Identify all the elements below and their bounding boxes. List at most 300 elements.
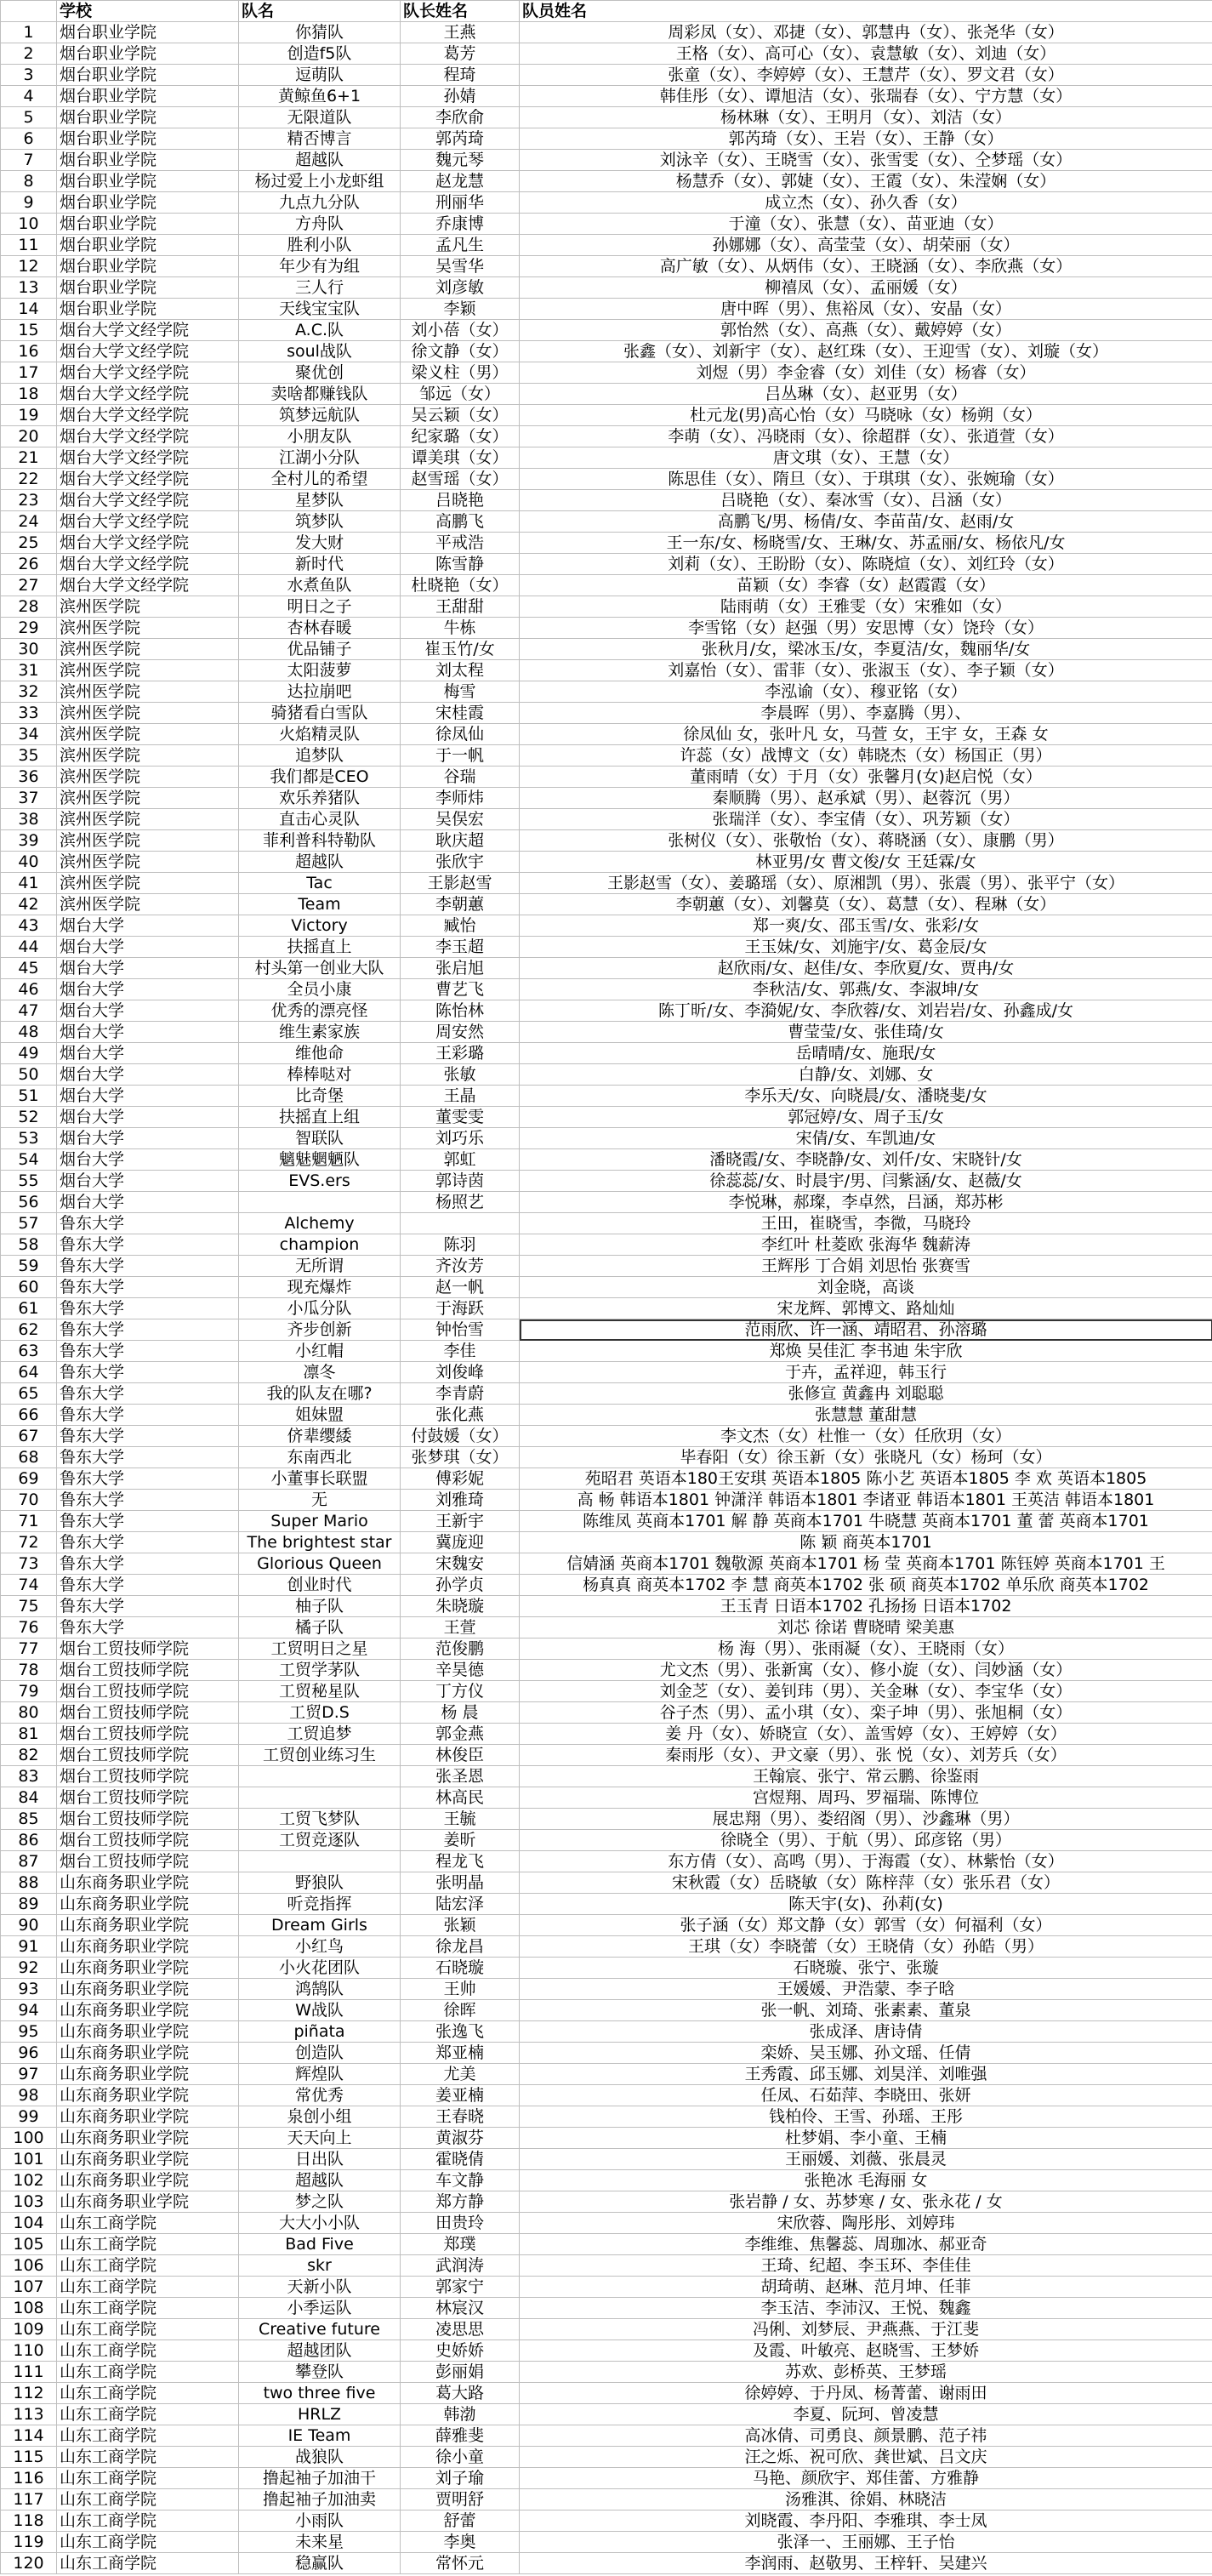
team-name-cell[interactable]: HRLZ: [239, 2404, 401, 2425]
school-cell[interactable]: 鲁东大学: [57, 1383, 239, 1405]
captain-cell[interactable]: 杨 晨: [401, 1702, 520, 1724]
captain-cell[interactable]: 高鹏飞: [401, 511, 520, 533]
school-cell[interactable]: 烟台大学文经学院: [57, 490, 239, 511]
team-name-cell[interactable]: 我的队友在哪?: [239, 1383, 401, 1405]
team-name-cell[interactable]: [239, 1766, 401, 1787]
row-index-cell[interactable]: 71: [1, 1511, 57, 1532]
team-name-cell[interactable]: 优秀的漂亮怪: [239, 1000, 401, 1022]
members-cell[interactable]: 陈 颖 商英本1701: [520, 1532, 1212, 1553]
row-index-cell[interactable]: 110: [1, 2340, 57, 2362]
captain-cell[interactable]: 刘彦敏: [401, 277, 520, 299]
captain-cell[interactable]: 郭家宁: [401, 2277, 520, 2298]
row-index-cell[interactable]: 66: [1, 1405, 57, 1426]
captain-cell[interactable]: 尤美: [401, 2064, 520, 2085]
captain-cell[interactable]: 张颖: [401, 1915, 520, 1936]
row-index-cell[interactable]: 7: [1, 150, 57, 171]
members-cell[interactable]: 张童（女）、李婷婷（女）、王慧芹（女）、罗文君（女）: [520, 65, 1212, 86]
row-index-cell[interactable]: 34: [1, 724, 57, 745]
row-index-cell[interactable]: 55: [1, 1171, 57, 1192]
captain-cell[interactable]: 舒蕾: [401, 2510, 520, 2532]
members-cell[interactable]: 张秋月/女，梁冰玉/女，李夏洁/女，魏丽华/女: [520, 639, 1212, 660]
team-name-cell[interactable]: Glorious Queen: [239, 1553, 401, 1575]
team-name-cell[interactable]: 全员小康: [239, 979, 401, 1000]
members-cell[interactable]: 杨 海（男）、张雨凝（女）、王晓雨（女）: [520, 1638, 1212, 1660]
members-cell[interactable]: 王琦、纪超、李玉环、李佳佳: [520, 2255, 1212, 2277]
school-cell[interactable]: 烟台大学文经学院: [57, 384, 239, 405]
team-name-cell[interactable]: 欢乐养猪队: [239, 788, 401, 809]
row-index-cell[interactable]: 112: [1, 2383, 57, 2404]
members-cell[interactable]: 刘晓霞、李丹阳、李雅琪、李士凤: [520, 2510, 1212, 2532]
captain-cell[interactable]: 谷瑞: [401, 767, 520, 788]
row-index-cell[interactable]: 9: [1, 192, 57, 214]
school-cell[interactable]: 山东工商学院: [57, 2213, 239, 2234]
captain-cell[interactable]: 张梦琪（女）: [401, 1447, 520, 1468]
school-cell[interactable]: 山东商务职业学院: [57, 2170, 239, 2191]
captain-cell[interactable]: 张明晶: [401, 1872, 520, 1894]
team-name-cell[interactable]: Dream Girls: [239, 1915, 401, 1936]
members-cell[interactable]: 刘金晓，高谈: [520, 1277, 1212, 1298]
members-cell[interactable]: 谷子杰（男）、孟小琪（女）、栾子坤（男）、张旭桐（女）: [520, 1702, 1212, 1724]
school-cell[interactable]: 滨州医学院: [57, 788, 239, 809]
team-name-cell[interactable]: 比奇堡: [239, 1086, 401, 1107]
row-index-cell[interactable]: 75: [1, 1596, 57, 1617]
members-cell[interactable]: 宋秋霞（女）岳晓敏（女）陈梓萍（女）张乐君（女）: [520, 1872, 1212, 1894]
school-cell[interactable]: 烟台工贸技师学院: [57, 1766, 239, 1787]
row-index-cell[interactable]: 111: [1, 2362, 57, 2383]
team-name-cell[interactable]: 逗萌队: [239, 65, 401, 86]
school-cell[interactable]: 山东工商学院: [57, 2532, 239, 2553]
captain-cell[interactable]: 徐小童: [401, 2447, 520, 2468]
school-cell[interactable]: 滨州医学院: [57, 745, 239, 767]
row-index-cell[interactable]: 107: [1, 2277, 57, 2298]
team-name-cell[interactable]: 骑猪看白雪队: [239, 703, 401, 724]
captain-cell[interactable]: 史娇娇: [401, 2340, 520, 2362]
row-index-cell[interactable]: 28: [1, 596, 57, 618]
row-index-cell[interactable]: 114: [1, 2425, 57, 2447]
team-name-cell[interactable]: 天新小队: [239, 2277, 401, 2298]
captain-cell[interactable]: 李朝蕙: [401, 894, 520, 915]
row-index-cell[interactable]: 82: [1, 1745, 57, 1766]
team-name-cell[interactable]: 超越队: [239, 2170, 401, 2191]
row-index-cell[interactable]: 85: [1, 1809, 57, 1830]
captain-cell[interactable]: 宋桂霞: [401, 703, 520, 724]
captain-cell[interactable]: 臧怡: [401, 915, 520, 937]
header-captain[interactable]: 队长姓名: [401, 1, 520, 22]
members-cell[interactable]: 东方倩（女）、高鸣（男）、于海霞（女）、林紫怡（女）: [520, 1851, 1212, 1872]
members-cell[interactable]: 李红叶 杜菱欧 张海华 魏薪涛: [520, 1234, 1212, 1256]
team-name-cell[interactable]: 小瓜分队: [239, 1298, 401, 1319]
row-index-cell[interactable]: 48: [1, 1022, 57, 1043]
row-index-cell[interactable]: 78: [1, 1660, 57, 1681]
row-index-cell[interactable]: 109: [1, 2319, 57, 2340]
captain-cell[interactable]: 吴雪华: [401, 256, 520, 277]
row-index-cell[interactable]: 11: [1, 235, 57, 256]
school-cell[interactable]: 山东工商学院: [57, 2255, 239, 2277]
school-cell[interactable]: 烟台大学文经学院: [57, 447, 239, 469]
row-index-cell[interactable]: 89: [1, 1894, 57, 1915]
members-cell[interactable]: 杜梦娟、李小童、王楠: [520, 2128, 1212, 2149]
members-cell[interactable]: 林亚男/女 曹文俊/女 王廷霖/女: [520, 852, 1212, 873]
captain-cell[interactable]: 林俊臣: [401, 1745, 520, 1766]
members-cell[interactable]: 郭怡然（女）、高燕（女）、戴婷婷（女）: [520, 320, 1212, 341]
captain-cell[interactable]: 姜昕: [401, 1830, 520, 1851]
school-cell[interactable]: 烟台大学文经学院: [57, 320, 239, 341]
captain-cell[interactable]: 范俊鹏: [401, 1638, 520, 1660]
school-cell[interactable]: 烟台大学文经学院: [57, 405, 239, 426]
school-cell[interactable]: 山东商务职业学院: [57, 2043, 239, 2064]
captain-cell[interactable]: 郭诗茵: [401, 1171, 520, 1192]
row-index-cell[interactable]: 47: [1, 1000, 57, 1022]
team-name-cell[interactable]: Creative future: [239, 2319, 401, 2340]
team-name-cell[interactable]: 全村儿的希望: [239, 469, 401, 490]
members-cell[interactable]: 毕春阳（女）徐玉新（女）张晓凡（女）杨珂（女）: [520, 1447, 1212, 1468]
members-cell[interactable]: 徐晓全（男）、于航（男）、邱彦铭（男）: [520, 1830, 1212, 1851]
members-cell[interactable]: 张修宣 黄鑫冉 刘聪聪: [520, 1383, 1212, 1405]
team-name-cell[interactable]: 战狼队: [239, 2447, 401, 2468]
captain-cell[interactable]: 田贵玲: [401, 2213, 520, 2234]
school-cell[interactable]: 山东商务职业学院: [57, 2106, 239, 2128]
members-cell[interactable]: 陈天宇(女)、孙莉(女): [520, 1894, 1212, 1915]
captain-cell[interactable]: 冀庞迎: [401, 1532, 520, 1553]
row-index-cell[interactable]: 80: [1, 1702, 57, 1724]
row-index-cell[interactable]: 76: [1, 1617, 57, 1638]
school-cell[interactable]: 鲁东大学: [57, 1319, 239, 1341]
school-cell[interactable]: 烟台大学: [57, 915, 239, 937]
captain-cell[interactable]: 吴云颖（女）: [401, 405, 520, 426]
captain-cell[interactable]: 葛芳: [401, 43, 520, 65]
team-name-cell[interactable]: 无: [239, 1490, 401, 1511]
team-name-cell[interactable]: 黄鲸鱼6+1: [239, 86, 401, 107]
school-cell[interactable]: 山东工商学院: [57, 2277, 239, 2298]
members-cell[interactable]: 钱柏伶、王雪、孙瑶、王彤: [520, 2106, 1212, 2128]
row-index-cell[interactable]: 58: [1, 1234, 57, 1256]
team-name-cell[interactable]: 创业时代: [239, 1575, 401, 1596]
school-cell[interactable]: 滨州医学院: [57, 809, 239, 830]
school-cell[interactable]: 烟台工贸技师学院: [57, 1681, 239, 1702]
row-index-cell[interactable]: 73: [1, 1553, 57, 1575]
row-index-cell[interactable]: 97: [1, 2064, 57, 2085]
row-index-cell[interactable]: 118: [1, 2510, 57, 2532]
captain-cell[interactable]: 徐龙昌: [401, 1936, 520, 1958]
captain-cell[interactable]: 崔玉竹/女: [401, 639, 520, 660]
school-cell[interactable]: 滨州医学院: [57, 724, 239, 745]
row-index-cell[interactable]: 17: [1, 362, 57, 384]
members-cell[interactable]: 冯俐、刘梦辰、尹燕燕、于江斐: [520, 2319, 1212, 2340]
captain-cell[interactable]: 李奥: [401, 2532, 520, 2553]
captain-cell[interactable]: 霍晓倩: [401, 2149, 520, 2170]
row-index-cell[interactable]: 98: [1, 2085, 57, 2106]
row-index-cell[interactable]: 62: [1, 1319, 57, 1341]
captain-cell[interactable]: 王帅: [401, 1979, 520, 2000]
captain-cell[interactable]: 郑方静: [401, 2191, 520, 2213]
captain-cell[interactable]: 黄淑芬: [401, 2128, 520, 2149]
captain-cell[interactable]: 刘子瑜: [401, 2468, 520, 2489]
captain-cell[interactable]: 魏元琴: [401, 150, 520, 171]
team-name-cell[interactable]: 梦之队: [239, 2191, 401, 2213]
school-cell[interactable]: 鲁东大学: [57, 1468, 239, 1490]
school-cell[interactable]: 烟台职业学院: [57, 277, 239, 299]
school-cell[interactable]: 鲁东大学: [57, 1234, 239, 1256]
school-cell[interactable]: 鲁东大学: [57, 1405, 239, 1426]
row-index-cell[interactable]: 43: [1, 915, 57, 937]
captain-cell[interactable]: 孟凡生: [401, 235, 520, 256]
members-cell[interactable]: 信婧涵 英商本1701 魏敬源 英商本1701 杨 莹 英商本1701 陈钰婷 英商本1701 王: [520, 1553, 1212, 1575]
captain-cell[interactable]: 杨照艺: [401, 1192, 520, 1213]
school-cell[interactable]: 山东商务职业学院: [57, 2128, 239, 2149]
members-cell[interactable]: 李泓谕（女）、穆亚铭（女）: [520, 681, 1212, 703]
captain-cell[interactable]: 王甜甜: [401, 596, 520, 618]
team-name-cell[interactable]: Team: [239, 894, 401, 915]
row-index-cell[interactable]: 19: [1, 405, 57, 426]
school-cell[interactable]: 烟台职业学院: [57, 150, 239, 171]
school-cell[interactable]: 山东商务职业学院: [57, 1872, 239, 1894]
members-cell[interactable]: 王琪（女）李晓蕾（女）王晓倩（女）孙皓（男）: [520, 1936, 1212, 1958]
team-name-cell[interactable]: 达拉崩吧: [239, 681, 401, 703]
school-cell[interactable]: 山东工商学院: [57, 2404, 239, 2425]
members-cell[interactable]: 宋龙辉、郭博文、路灿灿: [520, 1298, 1212, 1319]
row-index-cell[interactable]: 30: [1, 639, 57, 660]
row-index-cell[interactable]: 103: [1, 2191, 57, 2213]
school-cell[interactable]: 烟台职业学院: [57, 65, 239, 86]
captain-cell[interactable]: 程琦: [401, 65, 520, 86]
team-name-cell[interactable]: champion: [239, 1234, 401, 1256]
captain-cell[interactable]: 常怀元: [401, 2553, 520, 2574]
captain-cell[interactable]: 平戒浩: [401, 533, 520, 554]
row-index-cell[interactable]: 102: [1, 2170, 57, 2191]
team-name-cell[interactable]: 鸿鹄队: [239, 1979, 401, 2000]
school-cell[interactable]: 烟台大学文经学院: [57, 341, 239, 362]
captain-cell[interactable]: 刘雅琦: [401, 1490, 520, 1511]
row-index-cell[interactable]: 93: [1, 1979, 57, 2000]
row-index-cell[interactable]: 41: [1, 873, 57, 894]
captain-cell[interactable]: 周安然: [401, 1022, 520, 1043]
captain-cell[interactable]: 李师炜: [401, 788, 520, 809]
row-index-cell[interactable]: 113: [1, 2404, 57, 2425]
school-cell[interactable]: 烟台工贸技师学院: [57, 1830, 239, 1851]
team-name-cell[interactable]: 直击心灵队: [239, 809, 401, 830]
row-index-cell[interactable]: 21: [1, 447, 57, 469]
row-index-cell[interactable]: 99: [1, 2106, 57, 2128]
row-index-cell[interactable]: 14: [1, 299, 57, 320]
members-cell[interactable]: 陈维凤 英商本1701 解 静 英商本1701 牛晓慧 英商本1701 董 蕾 英商本1701: [520, 1511, 1212, 1532]
school-cell[interactable]: 鲁东大学: [57, 1213, 239, 1234]
team-name-cell[interactable]: 九点九分队: [239, 192, 401, 214]
school-cell[interactable]: 山东商务职业学院: [57, 2085, 239, 2106]
members-cell[interactable]: 刘芯 徐诺 曹晓晴 梁美惠: [520, 1617, 1212, 1638]
school-cell[interactable]: 烟台大学: [57, 1022, 239, 1043]
school-cell[interactable]: 烟台职业学院: [57, 107, 239, 128]
members-cell[interactable]: 范雨欣、许一涵、靖昭君、孙溶璐: [520, 1319, 1212, 1341]
captain-cell[interactable]: [401, 1213, 520, 1234]
school-cell[interactable]: 山东工商学院: [57, 2510, 239, 2532]
members-cell[interactable]: 王影赵雪（女）、姜璐瑶（女）、原湘凯（男）、张震（男）、张平宁（女）: [520, 873, 1212, 894]
members-cell[interactable]: 吕晓艳（女）、秦冰雪（女）、吕涵（女）: [520, 490, 1212, 511]
team-name-cell[interactable]: 工贸追梦: [239, 1724, 401, 1745]
school-cell[interactable]: 烟台工贸技师学院: [57, 1745, 239, 1766]
members-cell[interactable]: 汪之烁、祝可欣、龚世斌、吕文庆: [520, 2447, 1212, 2468]
members-cell[interactable]: 郑一爽/女、邵玉雪/女、张彩/女: [520, 915, 1212, 937]
captain-cell[interactable]: 王新宇: [401, 1511, 520, 1532]
row-index-cell[interactable]: 33: [1, 703, 57, 724]
members-cell[interactable]: 王格（女）、高可心（女）、袁慧敏（女）、刘迪（女）: [520, 43, 1212, 65]
team-name-cell[interactable]: 追梦队: [239, 745, 401, 767]
row-index-cell[interactable]: 63: [1, 1341, 57, 1362]
team-name-cell[interactable]: [239, 1787, 401, 1809]
row-index-cell[interactable]: 4: [1, 86, 57, 107]
team-name-cell[interactable]: 聚优创: [239, 362, 401, 384]
captain-cell[interactable]: 林宸汉: [401, 2298, 520, 2319]
members-cell[interactable]: 许蕊（女）战博文（女）韩晓杰（女）杨国正（男）: [520, 745, 1212, 767]
row-index-cell[interactable]: 56: [1, 1192, 57, 1213]
captain-cell[interactable]: 耿庆超: [401, 830, 520, 852]
members-cell[interactable]: 苗颖（女）李睿（女）赵霞霞（女）: [520, 575, 1212, 596]
school-cell[interactable]: 烟台职业学院: [57, 86, 239, 107]
members-cell[interactable]: 汤雅淇、徐娟、林晓洁: [520, 2489, 1212, 2510]
team-name-cell[interactable]: 工贸明日之星: [239, 1638, 401, 1660]
team-name-cell[interactable]: Super Mario: [239, 1511, 401, 1532]
row-index-cell[interactable]: 38: [1, 809, 57, 830]
school-cell[interactable]: 烟台大学: [57, 979, 239, 1000]
team-name-cell[interactable]: 东南西北: [239, 1447, 401, 1468]
captain-cell[interactable]: 石晓璇: [401, 1958, 520, 1979]
members-cell[interactable]: 刘嘉怡（女）、雷菲（女）、张淑玉（女）、李子颖（女）: [520, 660, 1212, 681]
school-cell[interactable]: 山东工商学院: [57, 2447, 239, 2468]
team-name-cell[interactable]: W战队: [239, 2000, 401, 2021]
team-name-cell[interactable]: The brightest star: [239, 1532, 401, 1553]
row-index-cell[interactable]: 51: [1, 1086, 57, 1107]
school-cell[interactable]: 烟台工贸技师学院: [57, 1851, 239, 1872]
row-index-cell[interactable]: 32: [1, 681, 57, 703]
team-name-cell[interactable]: 常优秀: [239, 2085, 401, 2106]
school-cell[interactable]: 山东工商学院: [57, 2298, 239, 2319]
row-index-cell[interactable]: 25: [1, 533, 57, 554]
team-name-cell[interactable]: 现充爆炸: [239, 1277, 401, 1298]
captain-cell[interactable]: 刑丽华: [401, 192, 520, 214]
captain-cell[interactable]: 纪家璐（女）: [401, 426, 520, 447]
members-cell[interactable]: 刘莉（女）、王盼盼（女）、陈晓煊（女）、刘红玲（女）: [520, 554, 1212, 575]
captain-cell[interactable]: 李欣俞: [401, 107, 520, 128]
row-index-cell[interactable]: 72: [1, 1532, 57, 1553]
school-cell[interactable]: 烟台大学文经学院: [57, 426, 239, 447]
row-index-cell[interactable]: 37: [1, 788, 57, 809]
team-name-cell[interactable]: Tac: [239, 873, 401, 894]
team-name-cell[interactable]: 小董事长联盟: [239, 1468, 401, 1490]
school-cell[interactable]: 山东商务职业学院: [57, 1936, 239, 1958]
team-name-cell[interactable]: Victory: [239, 915, 401, 937]
school-cell[interactable]: 烟台职业学院: [57, 214, 239, 235]
members-cell[interactable]: 潘晓霞/女、李晓静/女、刘仟/女、宋晓针/女: [520, 1149, 1212, 1171]
school-cell[interactable]: 滨州医学院: [57, 681, 239, 703]
school-cell[interactable]: 烟台大学: [57, 1149, 239, 1171]
team-name-cell[interactable]: 新时代: [239, 554, 401, 575]
school-cell[interactable]: 鲁东大学: [57, 1256, 239, 1277]
captain-cell[interactable]: 刘小蓓（女）: [401, 320, 520, 341]
captain-cell[interactable]: 曹艺飞: [401, 979, 520, 1000]
row-index-cell[interactable]: 83: [1, 1766, 57, 1787]
school-cell[interactable]: 山东工商学院: [57, 2340, 239, 2362]
members-cell[interactable]: 王辉彤 丁合娟 刘思怡 张赛雪: [520, 1256, 1212, 1277]
school-cell[interactable]: 山东商务职业学院: [57, 1979, 239, 2000]
members-cell[interactable]: 李悦琳，郝璨，李卓然，吕涵，郑苏彬: [520, 1192, 1212, 1213]
members-cell[interactable]: 石晓璇、张宁、张璇: [520, 1958, 1212, 1979]
members-cell[interactable]: 王玉青 日语本1702 孔扬扬 日语本1702: [520, 1596, 1212, 1617]
row-index-cell[interactable]: 6: [1, 128, 57, 150]
members-cell[interactable]: 徐蕊蕊/女、时晨宇/男、闫紫涵/女、赵薇/女: [520, 1171, 1212, 1192]
school-cell[interactable]: 山东商务职业学院: [57, 2064, 239, 2085]
school-cell[interactable]: 山东工商学院: [57, 2234, 239, 2255]
members-cell[interactable]: 及霞、叶敏亮、赵晓雪、王梦娇: [520, 2340, 1212, 2362]
members-cell[interactable]: 曹莹莹/女、张佳琦/女: [520, 1022, 1212, 1043]
school-cell[interactable]: 山东工商学院: [57, 2468, 239, 2489]
team-name-cell[interactable]: 明日之子: [239, 596, 401, 618]
team-name-cell[interactable]: 水煮鱼队: [239, 575, 401, 596]
school-cell[interactable]: 滨州医学院: [57, 660, 239, 681]
row-index-cell[interactable]: 96: [1, 2043, 57, 2064]
team-name-cell[interactable]: 未来星: [239, 2532, 401, 2553]
school-cell[interactable]: 烟台大学: [57, 1128, 239, 1149]
captain-cell[interactable]: 丁方仪: [401, 1681, 520, 1702]
team-name-cell[interactable]: skr: [239, 2255, 401, 2277]
row-index-cell[interactable]: 40: [1, 852, 57, 873]
members-cell[interactable]: 李夏、阮珂、曾凌慧: [520, 2404, 1212, 2425]
school-cell[interactable]: 烟台大学: [57, 1086, 239, 1107]
header-index[interactable]: [1, 1, 57, 22]
row-index-cell[interactable]: 59: [1, 1256, 57, 1277]
captain-cell[interactable]: 彭丽娟: [401, 2362, 520, 2383]
row-index-cell[interactable]: 23: [1, 490, 57, 511]
captain-cell[interactable]: 刘俊峰: [401, 1362, 520, 1383]
captain-cell[interactable]: 陈怡林: [401, 1000, 520, 1022]
members-cell[interactable]: 王媛媛、尹浩蒙、李子晗: [520, 1979, 1212, 2000]
row-index-cell[interactable]: 26: [1, 554, 57, 575]
members-cell[interactable]: 刘泳辛（女）、王晓雪（女）、张雪雯（女）、仝梦瑶（女）: [520, 150, 1212, 171]
members-cell[interactable]: 孙娜娜（女）、高莹莹（女）、胡荣丽（女）: [520, 235, 1212, 256]
school-cell[interactable]: 烟台职业学院: [57, 192, 239, 214]
team-name-cell[interactable]: 火焰精灵队: [239, 724, 401, 745]
school-cell[interactable]: 鲁东大学: [57, 1341, 239, 1362]
members-cell[interactable]: 王一东/女、杨晓雪/女、王琳/女、苏孟丽/女、杨依凡/女: [520, 533, 1212, 554]
team-name-cell[interactable]: Bad Five: [239, 2234, 401, 2255]
captain-cell[interactable]: 王燕: [401, 22, 520, 43]
members-cell[interactable]: 张一帆、刘琦、张素素、董泉: [520, 2000, 1212, 2021]
members-cell[interactable]: 白静/女、刘娜、女: [520, 1064, 1212, 1086]
captain-cell[interactable]: 刘巧乐: [401, 1128, 520, 1149]
row-index-cell[interactable]: 74: [1, 1575, 57, 1596]
school-cell[interactable]: 烟台大学: [57, 958, 239, 979]
school-cell[interactable]: 山东商务职业学院: [57, 1894, 239, 1915]
members-cell[interactable]: 陆雨萌（女）王雅雯（女）宋雅如（女）: [520, 596, 1212, 618]
school-cell[interactable]: 烟台工贸技师学院: [57, 1702, 239, 1724]
row-index-cell[interactable]: 15: [1, 320, 57, 341]
members-cell[interactable]: 张瑞洋（女）、李宝倩（女）、巩芳颖（女）: [520, 809, 1212, 830]
team-name-cell[interactable]: A.C.队: [239, 320, 401, 341]
members-cell[interactable]: 唐中晖（男）、焦裕凤（女）、安晶（女）: [520, 299, 1212, 320]
captain-cell[interactable]: 李颖: [401, 299, 520, 320]
row-index-cell[interactable]: 18: [1, 384, 57, 405]
school-cell[interactable]: 烟台大学: [57, 1171, 239, 1192]
captain-cell[interactable]: 于海跃: [401, 1298, 520, 1319]
team-name-cell[interactable]: 凛冬: [239, 1362, 401, 1383]
captain-cell[interactable]: 宋魏安: [401, 1553, 520, 1575]
members-cell[interactable]: 刘煜（男）李金睿（女）刘佳（女）杨睿（女）: [520, 362, 1212, 384]
row-index-cell[interactable]: 42: [1, 894, 57, 915]
school-cell[interactable]: 烟台工贸技师学院: [57, 1660, 239, 1681]
members-cell[interactable]: 李雪铭（女）赵强（男）安思博（女）饶玲（女）: [520, 618, 1212, 639]
school-cell[interactable]: 烟台大学: [57, 1043, 239, 1064]
row-index-cell[interactable]: 52: [1, 1107, 57, 1128]
members-cell[interactable]: 王玉妹/女、刘施宇/女、葛金辰/女: [520, 937, 1212, 958]
members-cell[interactable]: 董雨晴（女）于月（女）张馨月(女)赵启悦（女）: [520, 767, 1212, 788]
